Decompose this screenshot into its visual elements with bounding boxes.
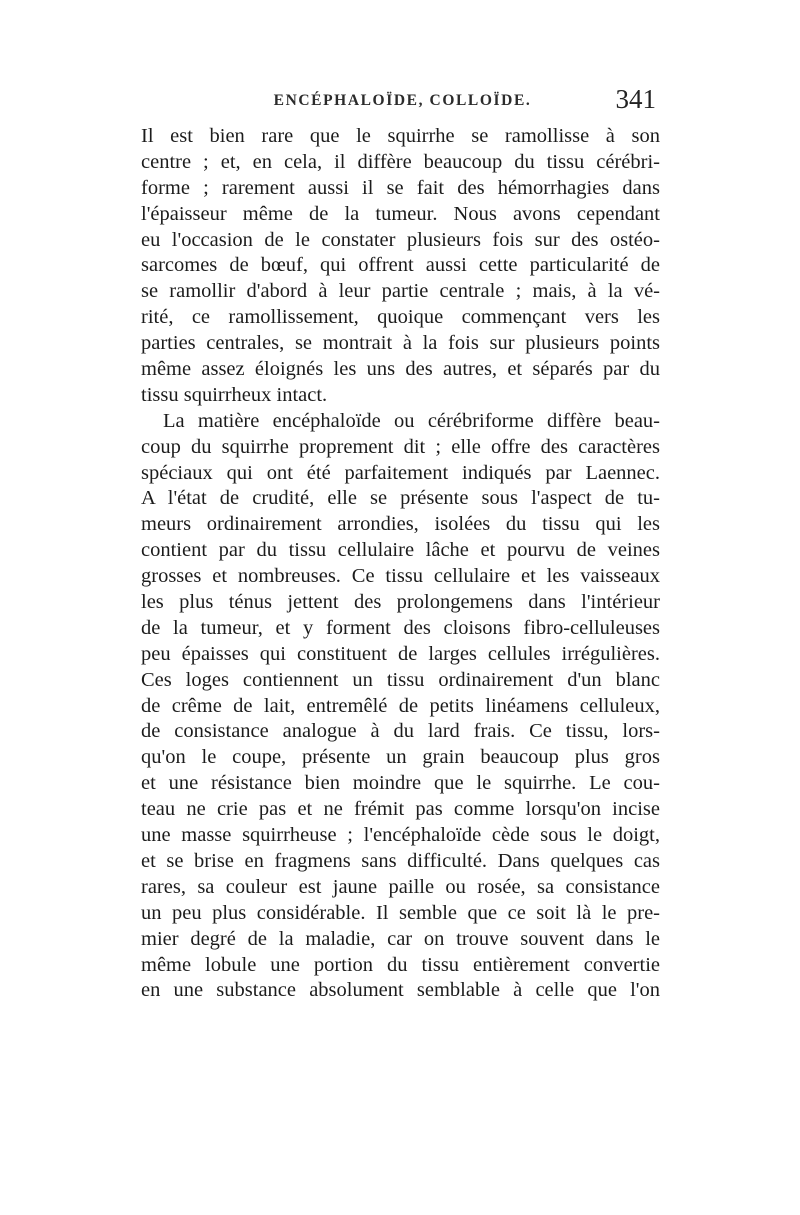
- text-line: eu l'occasion de le constater plusieurs fois sur des ostéo-: [141, 228, 660, 251]
- text-line: parties centrales, se montrait à la fois sur plusieurs points: [141, 332, 660, 355]
- text-line: A l'état de crudité, elle se présente sous l'aspect de tu-: [141, 487, 660, 510]
- text-line: Il est bien rare que le squirrhe se ramollisse à son: [141, 125, 660, 147]
- text-line: Ces loges contiennent un tissu ordinairement d'un blanc: [141, 668, 660, 691]
- text-line: spéciaux qui ont été parfaitement indiqués par Laennec.: [141, 461, 660, 484]
- body-text: [141, 124, 660, 1004]
- text-line: de consistance analogue à du lard frais. Ce tissu, lors-: [141, 720, 660, 743]
- text-line: de crême de lait, entremêlé de petits linéamens celluleux,: [141, 694, 660, 717]
- text-line: rares, sa couleur est jaune paille ou rosée, sa consistance: [141, 875, 660, 898]
- running-head: [145, 80, 660, 116]
- text-line: teau ne crie pas et ne frémit pas comme lorsqu'on incise: [141, 798, 660, 821]
- text-line: peu épaisses qui constituent de larges cellules irrégulières.: [141, 642, 660, 665]
- text-line: même lobule une portion du tissu entièrement convertie: [141, 953, 660, 976]
- text-line: en une substance absolument semblable à celle que l'on: [141, 979, 660, 1002]
- text-line: et une résistance bien moindre que le squirrhe. Le cou-: [141, 772, 660, 795]
- page-number: 341: [615, 84, 656, 114]
- text-line: de la tumeur, et y forment des cloisons fibro-celluleuses: [141, 616, 660, 639]
- text-line: et se brise en fragmens sans difficulté. Dans quelques cas: [141, 849, 660, 872]
- text-line: contient par du tissu cellulaire lâche et pourvu de veines: [141, 539, 660, 562]
- text-line-paragraph-end: tissu squirrheux intact.: [141, 383, 328, 406]
- text-line: grosses et nombreuses. Ce tissu cellulaire et les vaisseaux: [141, 565, 660, 588]
- text-line-paragraph-start: La matière encéphaloïde ou cérébriforme diffère beau-: [163, 409, 660, 432]
- text-line: meurs ordinairement arrondies, isolées du tissu qui les: [141, 513, 660, 536]
- text-line: forme ; rarement aussi il se fait des hémorrhagies dans: [141, 176, 660, 199]
- text-line: centre ; et, en cela, il diffère beaucoup du tissu cérébri-: [141, 150, 660, 173]
- text-line: se ramollir d'abord à leur partie centrale ; mais, à la vé-: [141, 280, 660, 303]
- text-line: les plus ténus jettent des prolongemens dans l'intérieur: [141, 591, 660, 614]
- text-line: sarcomes de bœuf, qui offrent aussi cette particularité de: [141, 254, 660, 277]
- text-line: qu'on le coupe, présente un grain beaucoup plus gros: [141, 746, 660, 769]
- text-line: mier degré de la maladie, car on trouve souvent dans le: [141, 927, 660, 950]
- text-line: rité, ce ramollissement, quoique commençant vers les: [141, 306, 660, 329]
- text-line: coup du squirrhe proprement dit ; elle offre des caractères: [141, 435, 660, 458]
- text-line: même assez éloignés les uns des autres, et séparés par du: [141, 358, 660, 381]
- text-line: l'épaisseur même de la tumeur. Nous avons cependant: [141, 202, 660, 225]
- text-line: un peu plus considérable. Il semble que ce soit là le pre-: [141, 901, 660, 924]
- text-line: une masse squirrheuse ; l'encéphaloïde cède sous le doigt,: [141, 824, 660, 847]
- running-title: ENCÉPHALOÏDE, COLLOÏDE.: [273, 92, 532, 109]
